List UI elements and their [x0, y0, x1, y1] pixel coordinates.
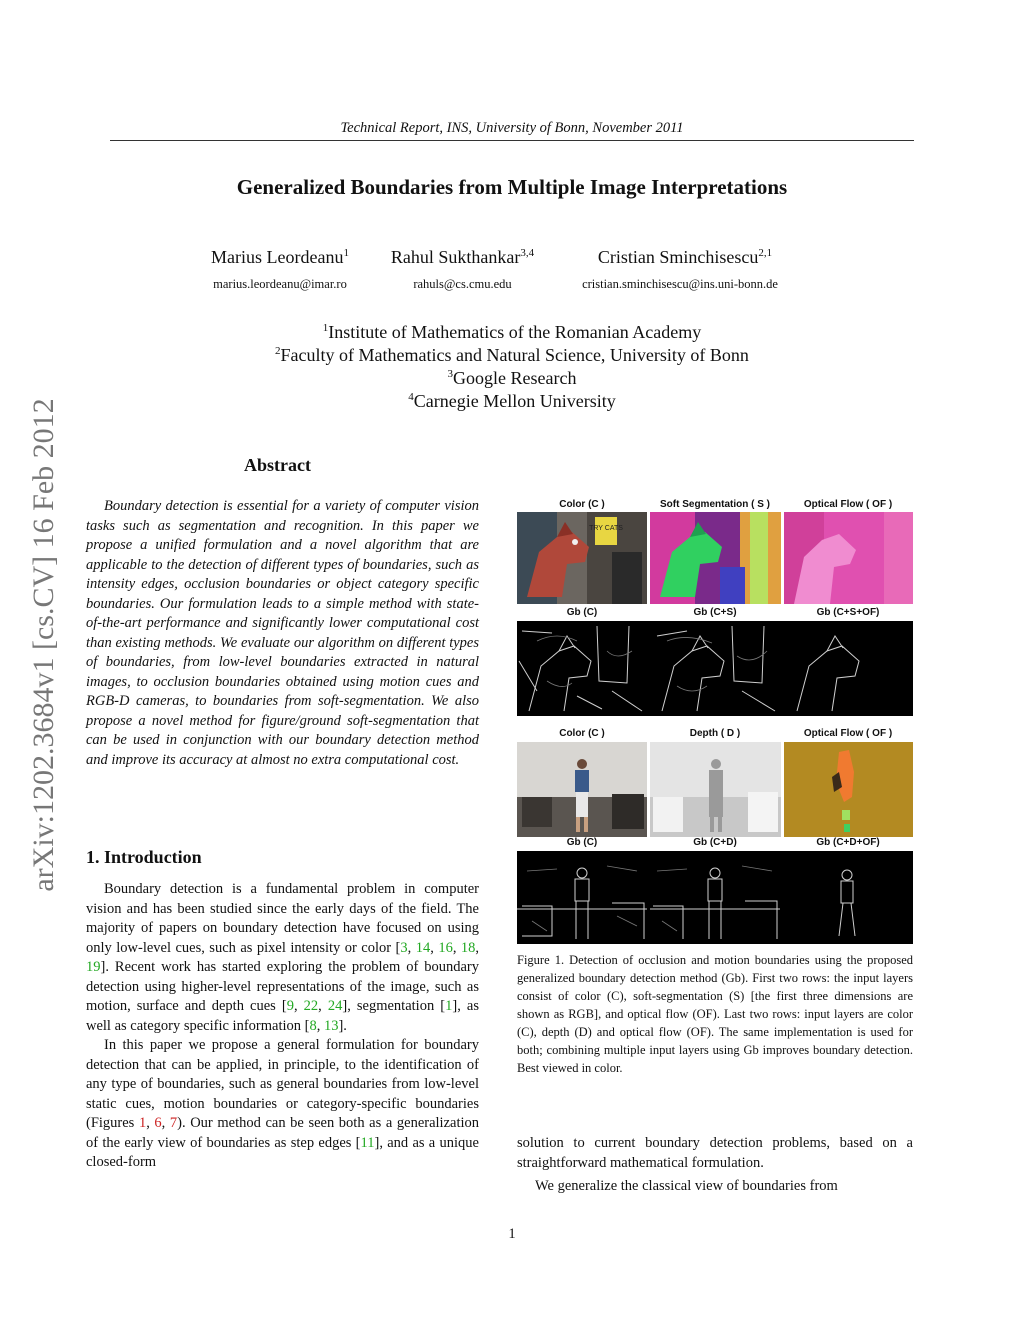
- intro-column: [86, 880, 479, 1173]
- author-name: Rahul Sukthankar: [390, 247, 521, 267]
- section-heading-introduction: 1. Introduction: [86, 847, 202, 867]
- figure-label: Gb (C): [566, 607, 598, 618]
- soft-segmentation-image: [650, 512, 781, 604]
- figure-label: Depth ( D ): [689, 728, 741, 739]
- author-sup: 1: [343, 247, 349, 259]
- citation-link[interactable]: 11: [360, 1134, 375, 1151]
- figure-label: Gb (C+S+OF): [816, 607, 880, 618]
- citation-link[interactable]: 22: [303, 998, 319, 1014]
- affil-text: Carnegie Mellon University: [413, 391, 616, 411]
- citation-link[interactable]: 24: [327, 998, 343, 1014]
- abstract-text: [86, 497, 479, 770]
- abstract-heading: Abstract: [244, 455, 311, 475]
- color-input-image: [517, 512, 647, 604]
- depth-image: [650, 742, 781, 837]
- author-name: Cristian Sminchisescu: [597, 247, 759, 267]
- affil-sup: 3: [447, 368, 454, 380]
- affil-text: Institute of Mathematics of the Romanian Academy: [328, 322, 702, 342]
- figure-1: [517, 497, 913, 947]
- citation-link[interactable]: 9: [286, 998, 294, 1014]
- boundary-maps-row-1: [517, 621, 913, 716]
- author-1: [190, 247, 370, 268]
- running-header: Technical Report, INS, University of Bonn, November 2011: [340, 120, 684, 136]
- right-column-text: [517, 1134, 913, 1197]
- figure-label: Gb (C+D): [693, 837, 737, 848]
- affil-text: Google Research: [453, 368, 577, 388]
- figure-link[interactable]: 7: [169, 1115, 178, 1131]
- affil-text: Faculty of Mathematics and Natural Science, University of Bonn: [280, 345, 749, 365]
- text-run: ].: [338, 1017, 347, 1034]
- sign-text: TRY CATS: [589, 525, 623, 532]
- figure-label: Optical Flow ( OF ): [803, 728, 893, 739]
- affiliation-4: [110, 386, 914, 413]
- boundary-maps-row-2: [517, 851, 913, 944]
- citation-link[interactable]: 14: [415, 939, 431, 956]
- optical-flow-image-2: [784, 742, 913, 837]
- text-run: ], segmentation [: [342, 998, 446, 1014]
- citation-link[interactable]: 3: [400, 939, 408, 956]
- text-run: ). Our method can be seen both as a generalization of the early view of boundaries as step edges [: [86, 1115, 480, 1151]
- paper-title: Generalized Boundaries from Multiple Image Interpretations: [236, 175, 788, 199]
- text-run: ]. Recent work has started exploring the problem of boundary detection using higher-level representations of the image, such as motion, surface and depth cues [: [86, 959, 479, 1014]
- figure-label: Color (C ): [559, 499, 605, 510]
- author-3: [560, 247, 810, 268]
- citation-link[interactable]: 18: [460, 939, 476, 956]
- text-run: In this paper we propose a general formulation for boundary detection that can be applied, in principle, to the identification of any type of boundaries, such as general boundaries from low-level static cues, motion boundaries or category-specific boundaries (Figures: [86, 1037, 479, 1131]
- figure-label: Color (C ): [559, 728, 605, 739]
- intro-paragraph-1: Boundary detection is a fundamental problem in computer vision and has been studied since the early days of the field. The majority of papers on boundary detection have focused on using only low-level cues, such as pixel intensity or color [3, 14, 16, 18, 19]. Recent work has started exploring the problem of boundary detection using higher-level representations of the image, such as motion, surface and depth cues [9, 22, 24], segmentation [1], as well as category specific information [8, 13].: [86, 881, 480, 1034]
- affil-sup: 1: [322, 322, 329, 334]
- figure-label: Optical Flow ( OF ): [803, 499, 893, 510]
- figure-label: Gb (C+D+OF): [816, 837, 880, 848]
- text-run: ], and as a unique closed-form: [86, 1134, 479, 1170]
- optical-flow-image: [784, 512, 913, 604]
- citation-link[interactable]: 19: [86, 959, 101, 975]
- citation-link[interactable]: 13: [323, 1017, 339, 1034]
- figure-link[interactable]: 6: [154, 1115, 162, 1131]
- figure-1-caption: Figure 1. Detection of occlusion and motion boundaries using the proposed generalized boundary detection method (Gb). First two rows: the input layers consist of color (C), soft-segmentation (S) [the first three dimensions are shown as RGB], and optical flow (OF). Last two rows: input layers are color (C), depth (D) and optical flow (OF). The same implementation is used for both; combining multiple input layers using Gb improves boundary detection. Best viewed in color.: [517, 953, 913, 1075]
- author-sup: 3,4: [520, 247, 535, 259]
- author-2: [370, 247, 555, 268]
- figure-label: Soft Segmentation ( S ): [660, 499, 770, 510]
- author-sup: 2,1: [758, 247, 773, 259]
- figure-label: Gb (C): [566, 837, 598, 848]
- author-email-1[interactable]: marius.leordeanu@imar.ro: [213, 277, 347, 291]
- figure-label: Gb (C+S): [693, 607, 737, 618]
- citation-link[interactable]: 8: [309, 1017, 317, 1034]
- author-name: Marius Leordeanu: [211, 247, 344, 267]
- page-number: 1: [508, 1226, 516, 1242]
- abstract-body: Boundary detection is essential for a variety of computer vision tasks such as segmentation and recognition. In this paper we propose a unified formulation and a novel algorithm that are applicable to the detection of different types of boundaries, such as intensity edges, occlusion boundaries or object category specific boundaries. Our formulation leads to a simple method with state-of-the-art performance and significantly lower computational cost than existing methods. We evaluate our algorithm on different types of boundaries, from low-level boundaries extracted in natural images, to occlusion boundaries obtained using motion cues and RGB-D cameras, to boundaries from soft-segmentation. We also propose a novel method for figure/ground soft-segmentation that can be used in conjunction with our boundary detection method and improve its accuracy at almost no extra computational cost.: [86, 498, 479, 768]
- right-paragraph-2: We generalize the classical view of boundaries from: [535, 1178, 838, 1194]
- author-email-2[interactable]: rahuls@cs.cmu.edu: [413, 277, 512, 291]
- affil-sup: 4: [408, 391, 414, 403]
- right-paragraph-1: solution to current boundary detection problems, based on a straightforward mathematical formulation.: [517, 1135, 913, 1171]
- intro-paragraph-2: In this paper we propose a general formulation for boundary detection that can be applied, in principle, to the identification of any type of boundaries, such as general boundaries from low-level static cues, motion boundaries or category-specific boundaries (Figures 1, 6, 7). Our method can be seen both as a generalization of the early view of boundaries as step edges [11], and as a unique closed-form: [86, 1037, 480, 1170]
- author-email-3[interactable]: cristian.sminchisescu@ins.uni-bonn.de: [582, 277, 778, 291]
- text-run: ], as well as category specific information [: [86, 998, 479, 1034]
- citation-link[interactable]: 16: [438, 939, 453, 956]
- color-input-image-2: [517, 742, 647, 837]
- header-rule: [110, 140, 914, 141]
- citation-link[interactable]: 1: [445, 998, 453, 1014]
- affil-sup: 2: [275, 345, 281, 357]
- arxiv-id: arXiv:1202.3684v1 [cs.CV] 16 Feb 2012: [27, 398, 60, 892]
- figure-link[interactable]: 1: [138, 1115, 147, 1131]
- text-run: Boundary detection is a fundamental problem in computer vision and has been studied since the early days of the field. The majority of papers on boundary detection have focused on using only low-level cues, such as pixel intensity or color [: [86, 881, 479, 956]
